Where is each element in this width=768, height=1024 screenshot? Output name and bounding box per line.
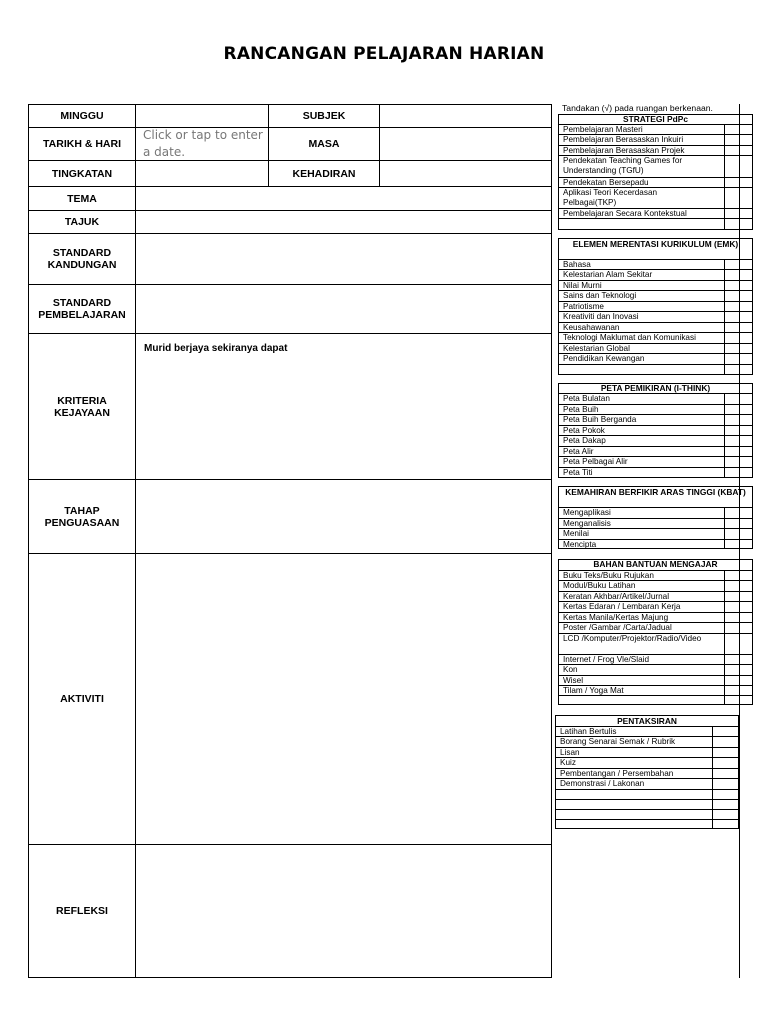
list-item[interactable] [559,633,752,654]
label-tarikh-hari: TARIKH & HARI [43,138,121,150]
list-item-label: Mencipta [563,540,597,549]
list-item-label: Pembelajaran Secara Kontekstual [563,209,687,218]
list-item[interactable] [559,269,752,280]
kriteria-kejayaan-field[interactable] [136,334,551,479]
list-item-label: Kelestarian Global [563,344,630,353]
label-standard-pembelajaran: STANDARD PEMBELAJARAN [38,297,126,321]
refleksi-field[interactable] [136,845,551,977]
list-item[interactable] [559,311,752,322]
list-item[interactable] [556,809,738,819]
emk-table [558,238,753,375]
list-item-label: Peta Alir [563,447,594,456]
list-item[interactable] [559,580,752,591]
list-item-label: Lisan [560,748,580,757]
subjek-field[interactable] [380,105,551,127]
label-refleksi: REFLEKSI [56,905,108,917]
list-item-label: Kelestarian Alam Sekitar [563,270,653,279]
ithink-header: PETA PEMIKIRAN (I-THINK) [600,383,711,393]
label-subjek: SUBJEK [302,110,346,122]
list-item-label: Peta Titi [563,468,593,477]
label-tajuk: TAJUK [64,216,100,228]
list-item[interactable] [559,507,752,518]
list-item-label: Pendidikan Kewangan [563,354,645,363]
list-item-label: LCD /Komputer/Projektor/Radio/Video [563,634,702,643]
list-item[interactable] [559,446,752,456]
list-item[interactable] [559,518,752,528]
list-item[interactable] [556,747,738,757]
list-item-label: Demonstrasi / Lakonan [560,779,645,788]
list-item-label: Sains dan Teknologi [563,291,637,300]
list-item[interactable] [556,757,738,768]
emk-header: ELEMEN MERENTASI KURIKULUM (EMK) [572,239,739,249]
list-item[interactable] [559,145,752,155]
list-item-label: Menilai [563,529,589,538]
list-item[interactable] [559,353,752,364]
list-item[interactable] [556,726,738,736]
list-item-label: Kertas Edaran / Lembaran Kerja [563,602,681,611]
list-item-label: Tilam / Yoga Mat [563,686,624,695]
list-item[interactable] [559,218,752,230]
tajuk-field[interactable] [136,211,551,233]
list-item[interactable] [559,343,752,353]
list-item-label: Kertas Manila/Kertas Majung [563,613,669,622]
list-item-label: Peta Dakap [563,436,606,445]
list-item[interactable] [559,155,752,177]
list-item[interactable] [559,322,752,332]
list-item[interactable] [559,591,752,601]
list-item[interactable] [556,768,738,778]
list-item-label: Wisel [563,676,584,685]
list-item[interactable] [559,601,752,612]
list-item-label: Latihan Bertulis [560,727,617,736]
list-item-label: Kuiz [560,758,576,767]
list-item-label: Pembelajaran Berasaskan Inkuiri [563,135,684,144]
label-standard-kandungan: STANDARD KANDUNGAN [47,247,117,271]
list-item-label: Kreativiti dan Inovasi [563,312,639,321]
list-item[interactable] [559,539,752,549]
list-item-label: Buku Teks/Buku Rujukan [563,571,654,580]
kbat-header: KEMAHIRAN BERFIKIR ARAS TINGGI (KBAT) [565,487,746,497]
list-item-label: Kon [563,665,578,674]
list-item-label: Pendekatan Teaching Games for Understanding (TGfU) [563,156,683,175]
list-item-label: Menganalisis [563,519,611,528]
masa-field[interactable] [380,128,551,160]
list-item-label: Pendekatan Bersepadu [563,178,649,187]
list-item[interactable] [556,789,738,799]
list-item[interactable] [559,622,752,633]
list-item-label: Pembelajaran Berasaskan Projek [563,146,685,155]
list-item-label: Modul/Buku Latihan [563,581,636,590]
kbat-table [558,486,753,549]
date-placeholder: Click or tap to enter a date. [143,128,263,159]
list-item[interactable] [559,528,752,539]
minggu-field[interactable] [136,105,268,127]
list-item-label: Peta Pokok [563,426,605,435]
list-item[interactable] [559,664,752,675]
list-item[interactable] [559,290,752,301]
list-item[interactable] [559,425,752,435]
list-item[interactable] [559,332,752,343]
list-item[interactable] [556,799,738,809]
list-item[interactable] [559,685,752,695]
list-item-label: Peta Buih Berganda [563,415,637,424]
list-item[interactable] [559,280,752,290]
standard-kandungan-field[interactable] [136,234,551,284]
list-item[interactable] [559,124,752,134]
list-item-label: Keratan Akhbar/Artikel/Jurnal [563,592,670,601]
strategi-table [558,114,753,230]
label-tahap-penguasaan: TAHAP PENGUASAAN [44,504,120,529]
list-item[interactable] [559,301,752,311]
list-item-label: Keusahawanan [563,323,620,332]
bbm-header: BAHAN BANTUAN MENGAJAR [593,559,718,569]
list-item-label: Peta Buih [563,405,599,414]
pentaksiran-header: PENTAKSIRAN [617,716,677,726]
list-item[interactable] [559,208,752,218]
list-item[interactable] [556,736,738,747]
bbm-table [558,559,753,705]
tingkatan-field[interactable] [136,161,268,186]
tema-field[interactable] [136,187,551,210]
list-item-label: Poster /Gambar /Carta/Jadual [563,623,672,632]
list-item[interactable] [559,404,752,414]
label-minggu: MINGGU [60,110,104,122]
list-item-label: Peta Pelbagai Alir [563,457,628,466]
page-title: RANCANGAN PELAJARAN HARIAN [223,44,545,64]
aktiviti-field[interactable] [136,554,551,844]
label-tema: TEMA [67,192,97,205]
list-item[interactable] [559,134,752,145]
list-item[interactable] [559,695,752,705]
list-item[interactable] [556,778,738,789]
label-aktiviti: AKTIVITI [60,693,104,705]
kriteria-kejayaan-text: Murid berjaya sekiranya dapat [144,343,288,354]
list-item-label: Peta Bulatan [563,394,610,403]
label-kehadiran: KEHADIRAN [292,167,356,180]
list-item-label: Borang Senarai Semak / Rubrik [560,737,676,746]
list-item-label: Mengaplikasi [563,508,611,517]
list-item[interactable] [559,435,752,446]
list-item[interactable] [559,456,752,467]
list-item-label: Teknologi Maklumat dan Komunikasi [563,333,696,342]
list-item[interactable] [559,675,752,685]
list-item[interactable] [559,187,752,208]
list-item[interactable] [559,654,752,664]
list-item[interactable] [559,414,752,425]
list-item[interactable] [559,364,752,375]
label-masa: MASA [308,138,340,150]
list-item[interactable] [559,570,752,580]
instruction-note: Tandakan (√) pada ruangan berkenaan. [562,103,713,113]
ithink-table [558,383,753,478]
list-item-label: Pembentangan / Persembahan [560,769,674,778]
list-item-label: Bahasa [563,260,591,269]
kehadiran-field[interactable] [380,161,551,186]
list-item-label: Internet / Frog Vle/Slaid [563,655,650,664]
list-item-label: Aplikasi Teori Kecerdasan Pelbagai(TKP) [563,188,658,207]
list-item[interactable] [556,819,738,829]
standard-pembelajaran-field[interactable] [136,285,551,333]
list-item[interactable] [559,612,752,622]
list-item[interactable] [559,259,752,269]
label-kriteria-kejayaan: KRITERIA KEJAYAAN [54,394,110,419]
list-item-label: Nilai Murni [563,281,602,290]
strategi-header: STRATEGI PdPc [623,114,688,124]
list-item-label: Patriotisme [563,302,604,311]
label-tingkatan: TINGKATAN [51,167,113,180]
list-item[interactable] [559,467,752,478]
list-item[interactable] [559,177,752,187]
list-item[interactable] [559,393,752,404]
pentaksiran-table [555,715,739,829]
tahap-penguasaan-field[interactable] [136,480,551,553]
list-item-label: Pembelajaran Masteri [563,125,643,134]
